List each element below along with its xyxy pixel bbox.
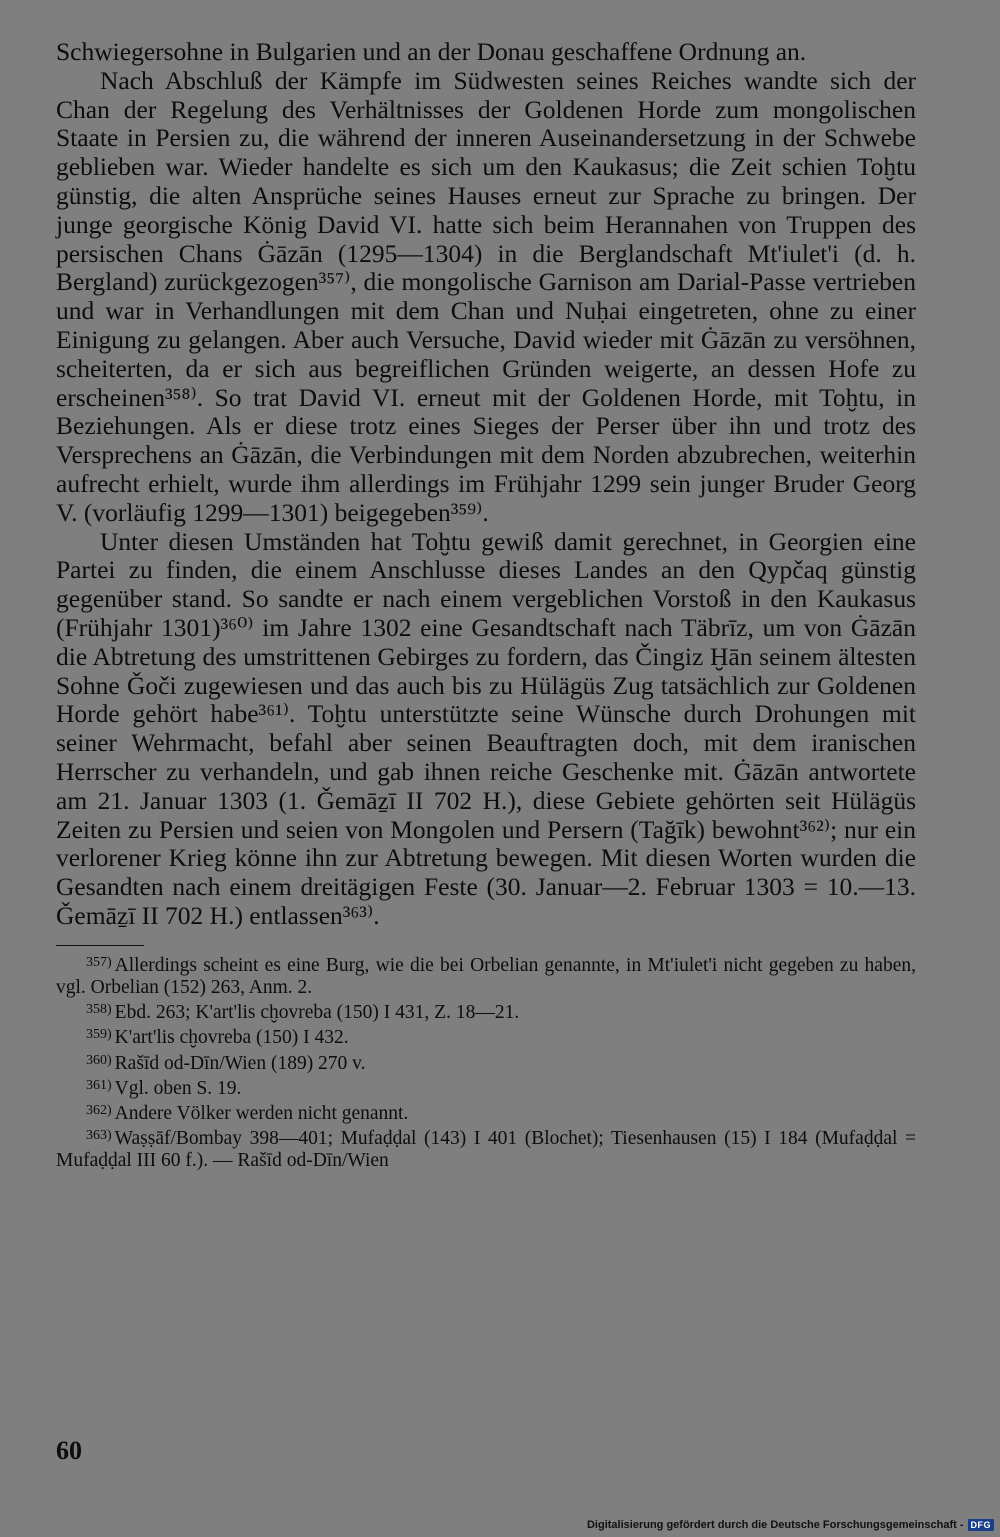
paragraph-1: Schwiegersohne in Bulgarien und an der Donau geschaffene Ordnung an. <box>56 37 807 66</box>
footnote-number: 360) <box>86 1052 112 1068</box>
footnote-358 <box>56 999 916 1024</box>
footnote-number: 362) <box>86 1102 112 1118</box>
footnote-text: Allerdings scheint es eine Burg, wie die bei Orbelian genannte, in Mt'iulet'i nicht gegeben zu haben, vgl. Orbelian (152) 263, Anm. 2. <box>56 954 916 998</box>
footnotes <box>56 952 916 1173</box>
paragraph-3: Unter diesen Umständen hat Toḫtu gewiß damit gerechnet, in Georgien eine Partei zu finden, die einem Anschlusse dieses Landes an den Qypčaq günstig gegenüber stand. So sandte er nach einem vergeblichen Vorstoß in den Kaukasus (Frühjahr 1301)³⁶⁰⁾ im Jahre 1302 eine Gesandtschaft nach Täbrīz, um von Ġāzān die Abtretung des umstrittenen Gebirges zu fordern, das Čingiz Ḫān seinem ältesten Sohne Ǧoči zugewiesen und das auch bis zu Hülägüs Zug tatsächlich zur Goldenen Horde gehört habe³⁶¹⁾. Toḫtu unterstützte seine Wünsche durch Drohungen mit seiner Wehrmacht, befahl aber seinen Beauftragten doch, mit dem iranischen Herrscher zu verhandeln, und gab ihnen reiche Geschenke mit. Ġāzān antwortete am 21. Januar 1303 (1. Ǧemāẕī II 702 H.), diese Gebiete gehörten seit Hülägüs Zeiten zu Persien und seien von Mongolen und Persern (Tağīk) bewohnt³⁶²⁾; nur ein verlorener Krieg könne ihn zur Abtretung bewegen. Mit diesen Worten wurden die Gesandten nach einem dreitägigen Feste (30. Januar—2. Februar 1303 = 10.—13. Ǧemāẕī II 702 H.) entlassen³⁶³⁾. <box>56 526 916 930</box>
footnote-text: Andere Völker werden nicht genannt. <box>114 1102 409 1124</box>
footnote-text: K'art'lis cḫovreba (150) I 432. <box>114 1027 349 1049</box>
page-content <box>56 38 916 1173</box>
footnote-363 <box>56 1125 916 1172</box>
footnote-number: 361) <box>86 1077 112 1093</box>
footnote-text: Rašīd od-Dīn/Wien (189) 270 v. <box>114 1052 366 1074</box>
footnote-360 <box>56 1050 916 1075</box>
footnote-text: Waṣṣāf/Bombay 398—401; Mufaḍḍal (143) I 401 (Blochet); Tiesenhausen (15) I 184 (Mufaḍḍal = Mufaḍḍal III 60 f.). — Rašīd od-Dīn/Wien <box>56 1128 916 1172</box>
footnote-361 <box>56 1075 916 1100</box>
footnote-number: 359) <box>86 1027 112 1043</box>
footnote-text: Vgl. oben S. 19. <box>114 1077 242 1099</box>
footnote-number: 357) <box>86 954 112 970</box>
dfg-logo-icon: DFG <box>968 1519 995 1531</box>
footnote-text: Ebd. 263; K'art'lis cḫovreba (150) I 431, Z. 18—21. <box>114 1002 520 1024</box>
footnote-362 <box>56 1100 916 1125</box>
footnote-number: 358) <box>86 1002 112 1018</box>
footnote-divider <box>56 945 144 946</box>
main-text <box>56 38 916 931</box>
footnote-357 <box>56 952 916 999</box>
footnote-359 <box>56 1024 916 1049</box>
footer-text: Digitalisierung gefördert durch die Deutsche Forschungsgemeinschaft - <box>586 1519 964 1531</box>
paragraph-2: Nach Abschluß der Kämpfe im Südwesten seines Reiches wandte sich der Chan der Regelung des Verhältnisses der Goldenen Horde zum mongolischen Staate in Persien zu, die während der inneren Auseinandersetzung in der Schwebe geblieben war. Wieder handelte es sich um den Kaukasus; die Zeit schien Toḫtu günstig, die alten Ansprüche seines Hauses erneut zur Sprache zu bringen. Der junge georgische König David VI. hatte sich beim Herannahen von Truppen des persischen Chans Ġāzān (1295—1304) in die Berglandschaft Mt'iulet'i (d. h. Bergland) zurückgezogen³⁵⁷⁾, die mongolische Garnison am Darial-Passe vertrieben und war in Verhandlungen mit dem Chan und Nuḥai eingetreten, ohne zu einer Einigung zu gelangen. Aber auch Versuche, David wieder mit Ġāzān zu versöhnen, scheiterten, da er sich aus begreiflichen Gründen weigerte, an dessen Hofe zu erscheinen³⁵⁸⁾. So trat David VI. erneut mit der Goldenen Horde, mit Toḫtu, in Beziehungen. Als er diese trotz eines Sieges der Perser über ihn und trotz des Versprechens an Ġāzān, die Verbindungen mit dem Norden abzubrechen, weiterhin aufrecht erhielt, wurde ihm allerdings im Frühjahr 1299 sein junger Bruder Georg V. (vorläufig 1299—1301) beigegeben³⁵⁹⁾. <box>56 65 916 527</box>
digitization-footer <box>587 1519 994 1531</box>
page-number: 60 <box>56 1436 82 1465</box>
footnote-number: 363) <box>86 1128 112 1144</box>
